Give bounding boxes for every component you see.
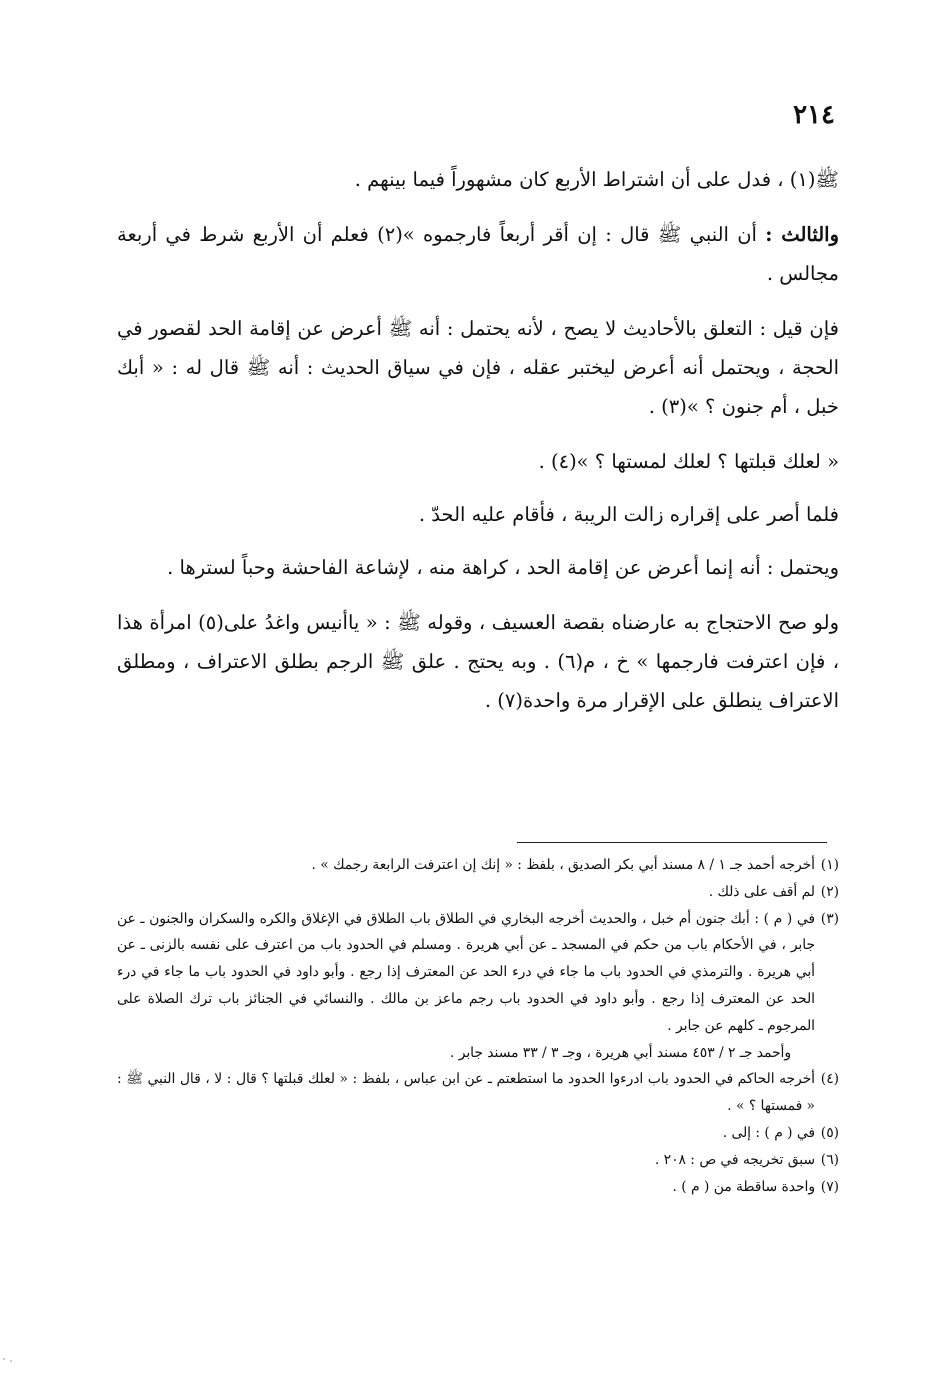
paragraph-7: ولو صح الاحتجاج به عارضناه بقصة العسيف ، وقوله ﷺ : « ياأنيس واغدُ على(٥) امرأة هذا ، فإن اعترفت فارجمها » خ ، م(٦) . وبه يحتج . علق ﷺ الرجم بطلق الاعتراف ، ومطلق الاعتراف ينطلق على الإقرار مرة واحدة(٧) . [117,611,839,712]
scan-speck [10,1360,12,1362]
footnote-divider [517,842,827,843]
footnote-6: (٦) سبق تخريجه في ص : ٢٠٨ . [117,1147,839,1174]
paragraph-lead: والثالث : [765,223,839,246]
paragraph-3: فإن قيل : التعلق بالأحاديث لا يصح ، لأنه يحتمل : أنه ﷺ أعرض عن إقامة الحد لقصور في الحجة ، ويحتمل أنه أعرض ليختبر عقله ، فإن في سياق الحديث : أنه ﷺ قال له : « أبك خبل ، أم جنون ؟ »(٣) . [117,317,839,418]
page-number: ٢١٤ [793,100,835,130]
footnote-number: (٤) [820,1071,839,1088]
paragraph-1: ﷺ(١) ، فدل على أن اشتراط الأربع كان مشهوراً فيما بينهم . [354,168,839,191]
paragraph-6: ويحتمل : أنه إنما أعرض عن إقامة الحد ، كراهة منه ، لإشاعة الفاحشة وحباً لسترها . [167,556,839,579]
footnote-7: (٧) واحدة ساقطة من ( م ) . [117,1174,839,1201]
footnote-4: (٤) أخرجه الحاكم في الحدود باب ادرءوا الحدود ما استطعتم ـ عن ابن عباس ، بلفظ : « لعلك قبلتها ؟ قال : لا ، قال النبي ﷺ : « فمستها ؟ » . [117,1066,839,1120]
scan-speck [3,1358,5,1360]
footnote-number: (٢) [820,883,839,900]
footnote-number: (٦) [820,1151,839,1168]
footnote-number: (٥) [820,1124,839,1141]
footnote-number: (٧) [820,1178,839,1195]
footnote-3: (٣) في ( م ) : أبك جنون أم خبل ، والحديث أخرجه البخاري في الطلاق باب الطلاق في الإغلاق والكره والسكران والجنون ـ عن جابر ، في الأحكام باب من حكم في المسجد ـ عن أبي هريرة . ومسلم في الحدود باب من اعترف على نفسه بالزنى ـ عن أبي هريرة . والترمذي في الحدود باب ما جاء في درء الحد عن المعترف إذا رجع . وأبو داود في الحدود باب ما جاء في درء الحد عن المعترف إذا رجع . وأبو داود في الحدود باب رجم ماعز بن مالك . والنسائي في الجنائز باب ترك الصلاة على المرجوم ـ كلهم عن جابر . وأحمد جـ ٢ / ٤٥٣ مسند أبي هريرة ، وجـ ٣ / ٣٣ مسند جابر . [117,906,839,1067]
footnote-2: (٢) لم أقف على ذلك . [117,879,839,906]
footnote-1: (١) أخرجه أحمد جـ ١ / ٨ مسند أبي بكر الصديق ، بلفظ : « إنك إن اعترفت الرابعة رجمك » . [117,852,839,879]
footnote-number: (١) [820,857,839,873]
footnotes [117,852,839,1200]
paragraph-5: فلما أصر على إقراره زالت الريبة ، فأقام عليه الحدّ . [418,503,839,526]
footnote-5: (٥) في ( م ) : إلى . [117,1120,839,1147]
paragraph-2: والثالث : أن النبي ﷺ قال : إن أقر أربعاً فارجموه »(٢) فعلم أن الأربع شرط في أربعة مجالس . [117,223,839,285]
footnote-number: (٣) [820,910,839,927]
body-text [117,160,839,736]
paragraph-4: « لعلك قبلتها ؟ لعلك لمستها ؟ »(٤) . [538,450,839,473]
